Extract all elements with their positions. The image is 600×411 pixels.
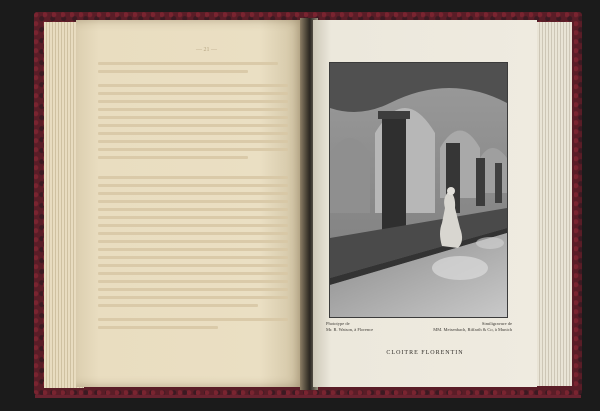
text-line xyxy=(98,92,288,95)
text-line xyxy=(98,326,218,329)
text-line xyxy=(98,232,288,235)
plate-caption: CLOITRE FLORENTIN xyxy=(386,350,464,356)
text-line xyxy=(98,124,288,127)
text-line xyxy=(98,108,288,111)
text-line xyxy=(98,100,288,103)
cover-bottom-edge xyxy=(35,395,581,398)
text-line xyxy=(98,248,288,251)
text-line xyxy=(98,264,288,267)
text-line xyxy=(98,148,288,151)
text-line xyxy=(98,176,288,179)
cloister-illustration xyxy=(330,63,507,317)
text-line xyxy=(98,132,288,135)
text-line xyxy=(98,184,288,187)
text-line xyxy=(98,216,288,219)
text-line xyxy=(98,70,248,73)
text-line xyxy=(98,288,288,291)
text-line xyxy=(98,140,288,143)
photographer-credit: Phototype de Mr. R. Watson, à Florence xyxy=(326,321,374,332)
text-line xyxy=(98,192,288,195)
text-line xyxy=(98,62,278,65)
engraver-credit: Similigravure de MM. Meisenbach, Riffarth & Co, à Munich xyxy=(433,321,512,332)
text-line xyxy=(98,240,288,243)
text-line xyxy=(98,318,288,321)
text-line xyxy=(98,156,248,159)
text-line xyxy=(98,224,288,227)
text-line xyxy=(98,116,288,119)
text-line xyxy=(98,256,288,259)
right-page-edges xyxy=(537,22,572,386)
text-line xyxy=(98,208,288,211)
text-line xyxy=(98,272,288,275)
text-line xyxy=(98,280,288,283)
left-page xyxy=(76,20,306,387)
page-number: — 21 — xyxy=(196,47,217,53)
text-line xyxy=(98,84,288,87)
cloister-photograph xyxy=(329,62,508,318)
text-line xyxy=(98,296,288,299)
text-line xyxy=(98,304,258,307)
text-line xyxy=(98,200,288,203)
